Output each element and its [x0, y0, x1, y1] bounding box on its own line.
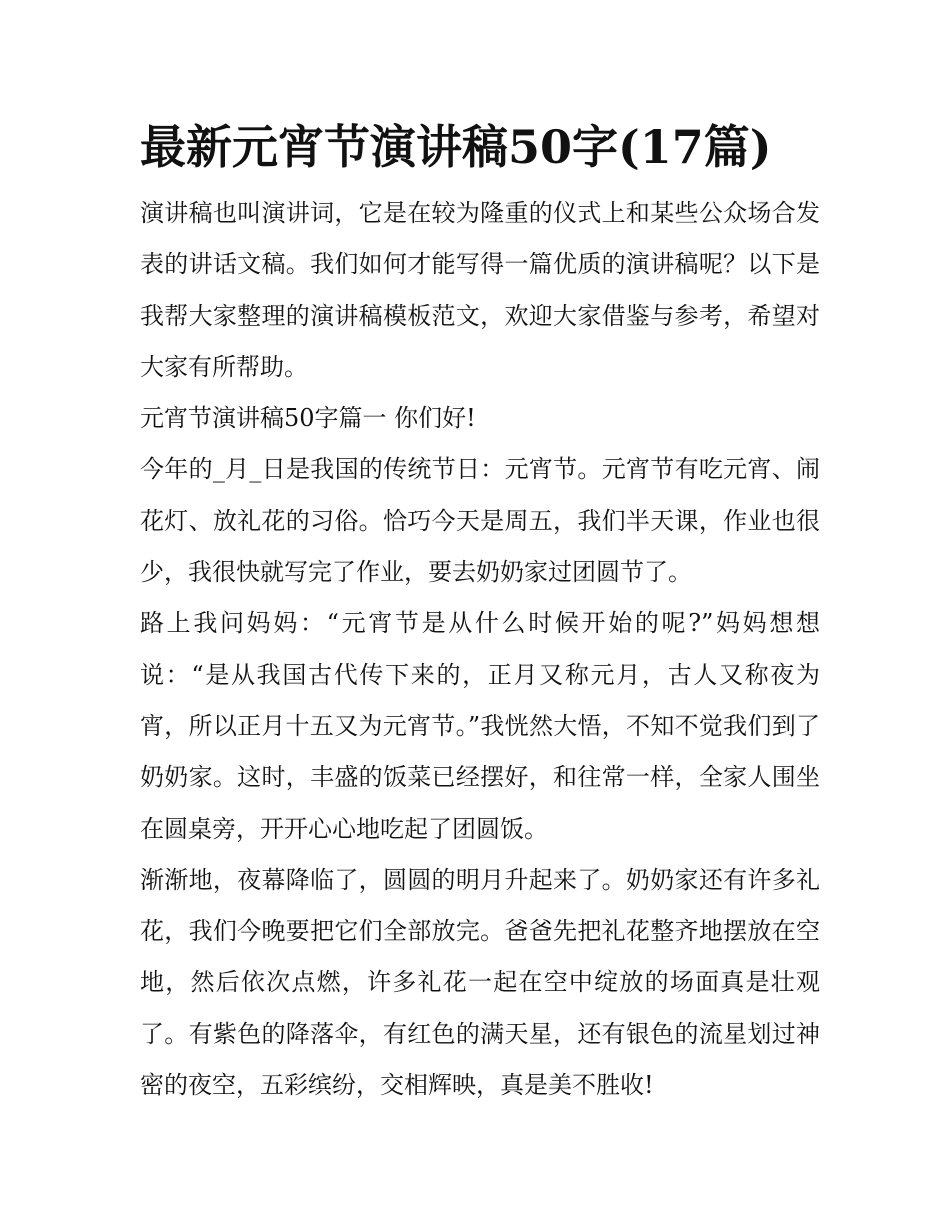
body-paragraph: 今年的_月_日是我国的传统节日：元宵节。元宵节有吃元宵、闹花灯、放礼花的习俗。恰巧今天是周五，我们半天课，作业也很少，我很快就写完了作业，要去奶奶家过团圆节了。 — [140, 455, 820, 587]
body-paragraph: 路上我问妈妈：“元宵节是从什么时候开始的呢?”妈妈想想说：“是从我国古代传下来的，正月又称元月，古人又称夜为宵，所以正月十五又为元宵节。”我恍然大悟，不知不觉我们到了奶奶家。这时，丰盛的饭菜已经摆好，和往常一样，全家人围坐在圆桌旁，开开心心地吃起了团圆饭。 — [140, 609, 820, 843]
body-paragraph: 渐渐地，夜幕降临了，圆圆的明月升起来了。奶奶家还有许多礼花，我们今晚要把它们全部放完。爸爸先把礼花整齐地摆放在空地，然后依次点燃，许多礼花一起在空中绽放的场面真是壮观了。有紫色的降落伞，有红色的满天星，还有银色的流星划过神密的夜空，五彩缤纷，交相辉映，真是美不胜收! — [140, 865, 820, 1100]
section-heading-paragraph: 元宵节演讲稿50字篇一 你们好! — [140, 404, 476, 433]
intro-paragraph: 演讲稿也叫演讲词，它是在较为隆重的仪式上和某些公众场合发表的讲话文稿。我们如何才能写得一篇优质的演讲稿呢？以下是我帮大家整理的演讲稿模板范文，欢迎大家借鉴与参考，希望对大家有所帮助。 — [140, 199, 820, 381]
document-title: 最新元宵节演讲稿50字(17篇) — [140, 120, 772, 174]
document-page — [140, 112, 820, 1111]
